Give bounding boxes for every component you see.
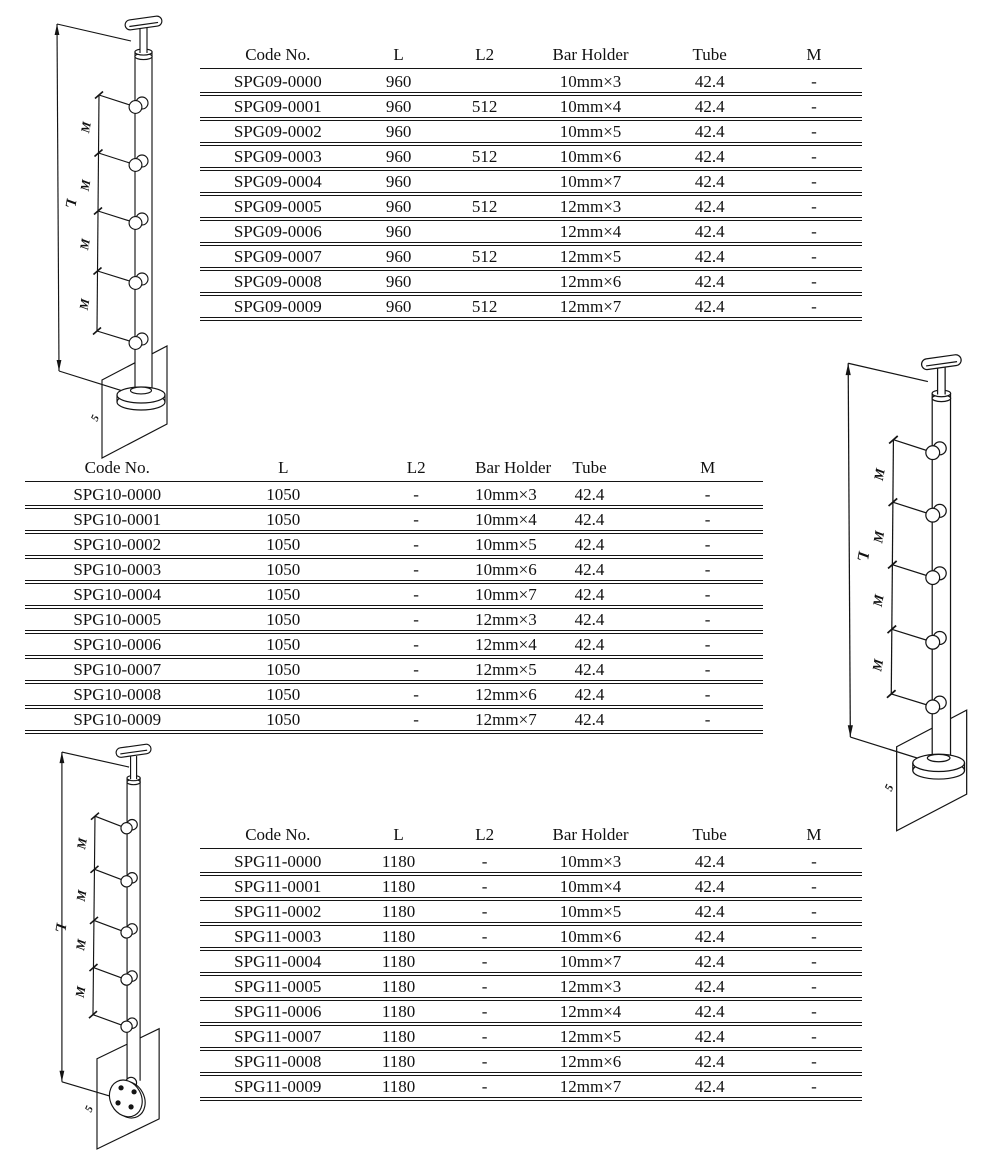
cell-code: SPG11-0002 bbox=[200, 900, 356, 923]
cell-bar-holder: 10mm×4 bbox=[528, 95, 654, 118]
table-row bbox=[200, 925, 862, 948]
table-row bbox=[25, 583, 763, 606]
cell-m: - bbox=[652, 583, 763, 606]
cell-m: - bbox=[652, 633, 763, 656]
cell-tube: 42.4 bbox=[527, 558, 652, 581]
cell-tube: 42.4 bbox=[653, 220, 766, 243]
cell-l2: - bbox=[357, 583, 475, 606]
cell-l2: - bbox=[442, 900, 528, 923]
cell-l: 960 bbox=[356, 195, 442, 218]
cell-code: SPG11-0003 bbox=[200, 925, 356, 948]
dim-spacing-label: M bbox=[870, 467, 888, 482]
cell-l2: - bbox=[357, 633, 475, 656]
cell-l: 1050 bbox=[210, 508, 358, 531]
cell-code: SPG10-0000 bbox=[25, 484, 210, 506]
table-row bbox=[25, 508, 763, 531]
column-header-l: L bbox=[356, 824, 442, 849]
table-row bbox=[25, 558, 763, 581]
cell-m: - bbox=[652, 708, 763, 731]
cell-m: - bbox=[766, 1025, 862, 1048]
table-row bbox=[200, 145, 862, 168]
table-row bbox=[200, 220, 862, 243]
cell-code: SPG11-0005 bbox=[200, 975, 356, 998]
cell-m: - bbox=[766, 170, 862, 193]
cell-code: SPG10-0001 bbox=[25, 508, 210, 531]
post-drawing-spg10 bbox=[788, 346, 1001, 820]
cell-bar-holder: 10mm×3 bbox=[475, 485, 537, 504]
cell-l2 bbox=[442, 71, 528, 93]
cell-l: 960 bbox=[356, 170, 442, 193]
cell-l: 960 bbox=[356, 270, 442, 293]
cell-code: SPG09-0004 bbox=[200, 170, 356, 193]
cell-bar-holder: 12mm×4 bbox=[475, 635, 537, 654]
cell-tube: 42.4 bbox=[653, 295, 766, 318]
cell-tube: 42.4 bbox=[527, 608, 652, 631]
cell-bar-holder: 10mm×7 bbox=[475, 585, 537, 604]
cell-l2: 512 bbox=[442, 245, 528, 268]
cell-code: SPG10-0004 bbox=[25, 583, 210, 606]
cell-bar-holder: 12mm×5 bbox=[528, 1025, 654, 1048]
cell-code: SPG09-0007 bbox=[200, 245, 356, 268]
cell-tube: 42.4 bbox=[653, 145, 766, 168]
cell-m: - bbox=[652, 558, 763, 581]
cell-m: - bbox=[652, 533, 763, 556]
cell-tube: 42.4 bbox=[653, 1025, 766, 1048]
cell-m: - bbox=[766, 851, 862, 873]
cell-l2: - bbox=[442, 1075, 528, 1098]
column-header-m: M bbox=[652, 457, 763, 482]
table-row bbox=[200, 295, 862, 318]
cell-l2: - bbox=[442, 1050, 528, 1073]
cell-m: - bbox=[766, 925, 862, 948]
cell-l: 960 bbox=[356, 145, 442, 168]
cell-m: - bbox=[766, 900, 862, 923]
cell-code: SPG09-0009 bbox=[200, 295, 356, 318]
cell-m: - bbox=[652, 658, 763, 681]
cell-l: 960 bbox=[356, 220, 442, 243]
cell-l: 1180 bbox=[356, 1000, 442, 1023]
cell-l: 960 bbox=[356, 95, 442, 118]
cell-l2 bbox=[442, 220, 528, 243]
table-row bbox=[25, 683, 763, 706]
cell-bar-holder: 12mm×3 bbox=[528, 195, 654, 218]
table-row bbox=[200, 1075, 862, 1098]
dim-spacing-label: M bbox=[76, 297, 93, 311]
cell-m: - bbox=[652, 508, 763, 531]
spec-table-spg11 bbox=[200, 822, 862, 1101]
cell-l2: - bbox=[357, 658, 475, 681]
table-row bbox=[200, 71, 862, 93]
column-header-bar-holder: Bar Holder bbox=[528, 824, 654, 849]
table-row bbox=[200, 950, 862, 973]
cell-m: - bbox=[766, 95, 862, 118]
cell-l: 1180 bbox=[356, 950, 442, 973]
table-row bbox=[200, 195, 862, 218]
table-row bbox=[25, 608, 763, 631]
cell-l: 1180 bbox=[356, 1075, 442, 1098]
cell-l2: 512 bbox=[442, 145, 528, 168]
cell-code: SPG11-0006 bbox=[200, 1000, 356, 1023]
dim-spacing-label: M bbox=[73, 938, 89, 952]
cell-bar-holder: 12mm×6 bbox=[528, 1050, 654, 1073]
cell-tube: 42.4 bbox=[653, 925, 766, 948]
cell-code: SPG10-0006 bbox=[25, 633, 210, 656]
dim-base-label: 5 bbox=[881, 781, 897, 794]
cell-m: - bbox=[766, 295, 862, 318]
cell-code: SPG10-0003 bbox=[25, 558, 210, 581]
cell-l: 1050 bbox=[210, 633, 358, 656]
cell-m: - bbox=[652, 683, 763, 706]
cell-tube: 42.4 bbox=[527, 658, 652, 681]
column-header-l: L bbox=[210, 457, 358, 482]
cell-l2 bbox=[442, 170, 528, 193]
column-header-l2: L2 bbox=[442, 824, 528, 849]
cell-bar-holder: 12mm×7 bbox=[475, 710, 537, 729]
dim-base-label: 5 bbox=[88, 413, 103, 424]
table-row bbox=[200, 1050, 862, 1073]
column-header-bar-holder: Bar Holder bbox=[528, 44, 654, 69]
cell-code: SPG10-0005 bbox=[25, 608, 210, 631]
cell-l2: - bbox=[357, 708, 475, 731]
cell-l2: - bbox=[442, 875, 528, 898]
dim-length-label: L bbox=[853, 549, 872, 563]
cell-tube: 42.4 bbox=[527, 583, 652, 606]
cell-bar-holder: 12mm×7 bbox=[528, 1075, 654, 1098]
header-row bbox=[200, 44, 862, 69]
cell-code: SPG09-0002 bbox=[200, 120, 356, 143]
column-header-tube: Tube bbox=[653, 824, 766, 849]
column-header-l: L bbox=[356, 44, 442, 69]
cell-l2: - bbox=[357, 533, 475, 556]
cell-code: SPG11-0000 bbox=[200, 851, 356, 873]
dim-spacing-label: M bbox=[869, 593, 887, 608]
table-row bbox=[200, 170, 862, 193]
column-header-code: Code No. bbox=[25, 457, 210, 482]
cell-l: 1050 bbox=[210, 608, 358, 631]
table-row bbox=[200, 975, 862, 998]
cell-bar-holder: 12mm×7 bbox=[528, 295, 654, 318]
cell-code: SPG09-0006 bbox=[200, 220, 356, 243]
cell-bar-holder: 12mm×6 bbox=[475, 685, 537, 704]
cell-l: 960 bbox=[356, 245, 442, 268]
table-row bbox=[25, 708, 763, 731]
cell-l2: - bbox=[357, 558, 475, 581]
table-row bbox=[200, 95, 862, 118]
cell-code: SPG09-0000 bbox=[200, 71, 356, 93]
table-row bbox=[200, 120, 862, 143]
cell-code: SPG10-0009 bbox=[25, 708, 210, 731]
cell-bar-holder: 10mm×6 bbox=[528, 145, 654, 168]
cell-code: SPG09-0001 bbox=[200, 95, 356, 118]
cell-l2: 512 bbox=[442, 95, 528, 118]
cell-tube: 42.4 bbox=[653, 851, 766, 873]
cell-l2: 512 bbox=[442, 295, 528, 318]
header-row bbox=[200, 824, 862, 849]
dim-spacing-label: M bbox=[869, 657, 887, 673]
cell-bar-holder: 10mm×5 bbox=[528, 900, 654, 923]
cell-l2 bbox=[442, 270, 528, 293]
cell-tube: 42.4 bbox=[653, 1075, 766, 1098]
cell-code: SPG09-0005 bbox=[200, 195, 356, 218]
cell-l: 960 bbox=[356, 295, 442, 318]
cell-tube: 42.4 bbox=[653, 975, 766, 998]
dim-spacing-label: M bbox=[72, 985, 89, 999]
dim-length-label: L bbox=[61, 197, 79, 210]
cell-tube: 42.4 bbox=[653, 900, 766, 923]
cell-code: SPG11-0004 bbox=[200, 950, 356, 973]
cell-l2: - bbox=[442, 851, 528, 873]
cell-m: - bbox=[766, 270, 862, 293]
cell-m: - bbox=[766, 120, 862, 143]
cell-tube: 42.4 bbox=[653, 950, 766, 973]
cell-code: SPG09-0008 bbox=[200, 270, 356, 293]
cell-l2: - bbox=[357, 608, 475, 631]
cell-m: - bbox=[766, 1050, 862, 1073]
cell-code: SPG11-0009 bbox=[200, 1075, 356, 1098]
cell-l: 1050 bbox=[210, 683, 358, 706]
cell-l: 1180 bbox=[356, 975, 442, 998]
cell-bar-holder: 12mm×3 bbox=[475, 610, 537, 629]
dim-spacing-label: M bbox=[73, 888, 90, 903]
cell-bar-holder: 10mm×7 bbox=[528, 950, 654, 973]
dim-spacing-label: M bbox=[78, 120, 94, 134]
column-header-code: Code No. bbox=[200, 44, 356, 69]
cell-code: SPG09-0003 bbox=[200, 145, 356, 168]
table-row bbox=[200, 270, 862, 293]
cell-m: - bbox=[766, 195, 862, 218]
column-header-tube: Tube bbox=[653, 44, 766, 69]
cell-l2: - bbox=[442, 1025, 528, 1048]
cell-l: 1180 bbox=[356, 900, 442, 923]
cell-l: 1050 bbox=[210, 558, 358, 581]
cell-l2: - bbox=[357, 508, 475, 531]
cell-l2: - bbox=[442, 925, 528, 948]
cell-l: 1050 bbox=[210, 708, 358, 731]
cell-l: 1180 bbox=[356, 1025, 442, 1048]
cell-tube: 42.4 bbox=[527, 683, 652, 706]
column-header-l2: L2 bbox=[357, 457, 475, 482]
cell-l2: - bbox=[442, 950, 528, 973]
cell-bar-holder: 12mm×4 bbox=[528, 1000, 654, 1023]
cell-l: 960 bbox=[356, 120, 442, 143]
cell-l: 1180 bbox=[356, 1050, 442, 1073]
cell-tube: 42.4 bbox=[653, 245, 766, 268]
cell-bar-holder: 10mm×5 bbox=[528, 120, 654, 143]
cell-l: 1180 bbox=[356, 851, 442, 873]
cell-m: - bbox=[766, 1000, 862, 1023]
cell-code: SPG10-0008 bbox=[25, 683, 210, 706]
dim-spacing-label: M bbox=[74, 836, 90, 851]
cell-bar-holder: 10mm×7 bbox=[528, 170, 654, 193]
column-header-m: M bbox=[766, 44, 862, 69]
cell-code: SPG11-0008 bbox=[200, 1050, 356, 1073]
cell-tube: 42.4 bbox=[653, 1050, 766, 1073]
cell-bar-holder: 10mm×4 bbox=[528, 875, 654, 898]
cell-bar-holder: 12mm×3 bbox=[528, 975, 654, 998]
cell-tube: 42.4 bbox=[653, 71, 766, 93]
cell-tube: 42.4 bbox=[527, 484, 652, 506]
cell-l2: 512 bbox=[442, 195, 528, 218]
cell-l2: - bbox=[442, 1000, 528, 1023]
table-row bbox=[25, 533, 763, 556]
cell-l: 1180 bbox=[356, 875, 442, 898]
cell-bar-holder: 10mm×3 bbox=[528, 851, 654, 873]
cell-m: - bbox=[766, 245, 862, 268]
cell-l: 1180 bbox=[356, 925, 442, 948]
cell-bar-holder: 12mm×4 bbox=[528, 220, 654, 243]
cell-tube: 42.4 bbox=[653, 270, 766, 293]
column-header-bar-holder: Bar Holder bbox=[475, 457, 527, 482]
table-row bbox=[200, 875, 862, 898]
column-header-tube: Tube bbox=[527, 457, 652, 482]
table-row bbox=[200, 1025, 862, 1048]
cell-m: - bbox=[652, 484, 763, 506]
cell-code: SPG10-0007 bbox=[25, 658, 210, 681]
cell-bar-holder: 10mm×4 bbox=[475, 510, 537, 529]
cell-bar-holder: 12mm×6 bbox=[528, 270, 654, 293]
column-header-l2: L2 bbox=[442, 44, 528, 69]
cell-code: SPG11-0007 bbox=[200, 1025, 356, 1048]
dim-spacing-label: M bbox=[77, 178, 94, 192]
column-header-code: Code No. bbox=[200, 824, 356, 849]
cell-tube: 42.4 bbox=[653, 120, 766, 143]
post-drawing-spg11 bbox=[8, 736, 192, 1167]
cell-tube: 42.4 bbox=[653, 875, 766, 898]
cell-m: - bbox=[766, 1075, 862, 1098]
cell-code: SPG11-0001 bbox=[200, 875, 356, 898]
cell-bar-holder: 10mm×6 bbox=[475, 560, 537, 579]
cell-tube: 42.4 bbox=[527, 633, 652, 656]
cell-l: 1050 bbox=[210, 658, 358, 681]
cell-bar-holder: 12mm×5 bbox=[475, 660, 537, 679]
cell-bar-holder: 12mm×5 bbox=[528, 245, 654, 268]
cell-l2: - bbox=[357, 484, 475, 506]
table-row bbox=[25, 633, 763, 656]
cell-m: - bbox=[766, 950, 862, 973]
cell-l2: - bbox=[357, 683, 475, 706]
table-row bbox=[200, 900, 862, 923]
cell-l2: - bbox=[442, 975, 528, 998]
cell-l2 bbox=[442, 120, 528, 143]
cell-tube: 42.4 bbox=[653, 195, 766, 218]
cell-l: 960 bbox=[356, 71, 442, 93]
dim-spacing-label: M bbox=[77, 237, 93, 251]
cell-code: SPG10-0002 bbox=[25, 533, 210, 556]
cell-m: - bbox=[652, 608, 763, 631]
table-row bbox=[200, 851, 862, 873]
spec-table-spg09 bbox=[200, 42, 862, 321]
cell-tube: 42.4 bbox=[653, 170, 766, 193]
cell-l: 1050 bbox=[210, 583, 358, 606]
cell-l: 1050 bbox=[210, 484, 358, 506]
dim-length-label: L bbox=[51, 921, 69, 934]
dim-spacing-label: M bbox=[870, 529, 888, 545]
spec-table-spg10 bbox=[25, 455, 763, 734]
table-row bbox=[25, 658, 763, 681]
cell-bar-holder: 10mm×3 bbox=[528, 71, 654, 93]
cell-m: - bbox=[766, 875, 862, 898]
cell-m: - bbox=[766, 71, 862, 93]
post-drawing-spg09 bbox=[8, 8, 192, 448]
cell-m: - bbox=[766, 220, 862, 243]
cell-tube: 42.4 bbox=[653, 95, 766, 118]
column-header-m: M bbox=[766, 824, 862, 849]
table-row bbox=[200, 245, 862, 268]
cell-bar-holder: 10mm×6 bbox=[528, 925, 654, 948]
dim-base-label: 5 bbox=[82, 1104, 97, 1115]
table-row bbox=[200, 1000, 862, 1023]
cell-m: - bbox=[766, 975, 862, 998]
cell-tube: 42.4 bbox=[527, 533, 652, 556]
header-row bbox=[25, 457, 763, 482]
cell-m: - bbox=[766, 145, 862, 168]
cell-tube: 42.4 bbox=[527, 708, 652, 731]
cell-tube: 42.4 bbox=[527, 508, 652, 531]
cell-tube: 42.4 bbox=[653, 1000, 766, 1023]
table-row bbox=[25, 484, 763, 506]
cell-bar-holder: 10mm×5 bbox=[475, 535, 537, 554]
cell-l: 1050 bbox=[210, 533, 358, 556]
